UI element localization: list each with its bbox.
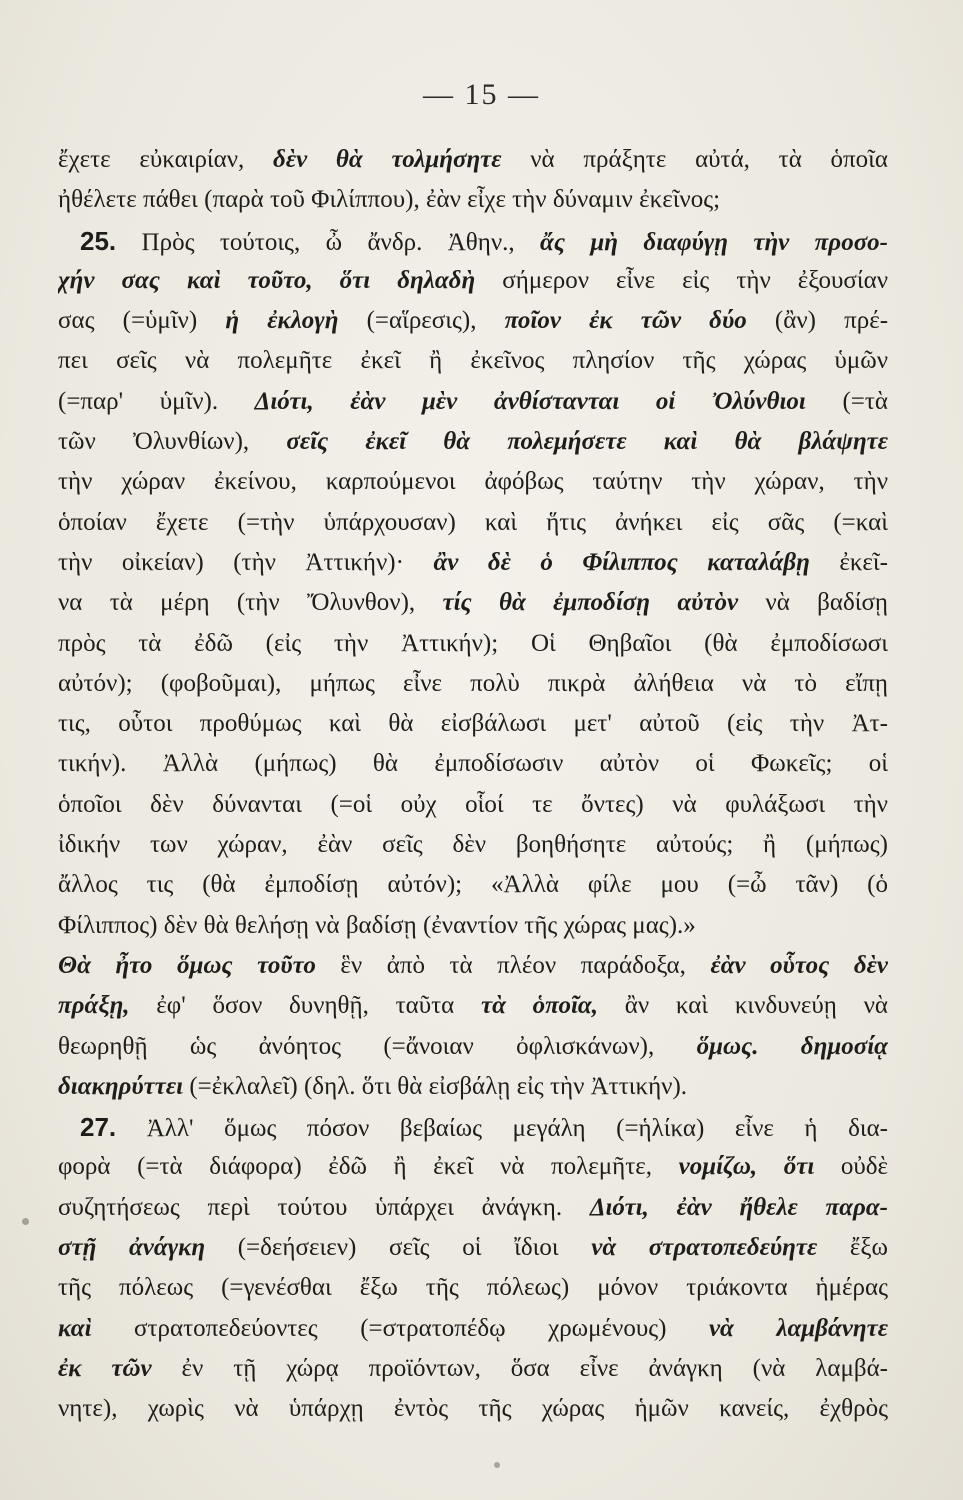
page-number: — 15 — [423,78,540,111]
text-span: τὴν οἰκείαν) (τὴν Ἀττικήν)· [58,548,434,576]
text-span: ἐφ' ὅσον δυνηθῇ, ταῦτα [129,992,481,1020]
text-line [58,865,888,905]
text-span: ἠθέλετε πάθει (παρὰ τοῦ Φιλίππου), ἐὰν εἶχε τὴν δύναμιν ἐκεῖνος; [58,186,721,214]
text-span: ὁποίαν ἔχετε (=τὴν ὑπάρχουσαν) καὶ ἥτις ἀνήκει εἰς σᾶς (=καὶ [58,508,888,536]
text-span: (=αἵρεσις), [338,307,505,335]
emphasized-text: ἂν δὲ ὁ Φίλιππος καταλάβῃ [433,548,810,576]
text-line [58,1268,888,1308]
text-line [58,624,888,664]
text-span: (ἂν) πρέ- [746,307,888,335]
emphasized-text: ἐὰν οὗτος δὲν [710,951,888,979]
text-span: Πρὸς τούτοις, ὦ ἄνδρ. Ἀθην., [116,228,541,256]
text-line [58,422,888,462]
emphasized-text: τίς θὰ ἐμποδίσῃ αὐτὸν [442,589,739,617]
ink-smudge [22,1218,29,1225]
section-number: 25. [80,225,117,256]
text-span: να τὰ μέρη (τὴν Ὄλυνθον), [58,589,443,617]
emphasized-text: νομίζω, ὅτι [678,1153,815,1181]
emphasized-text: στῇ ἀνάγκη [58,1234,206,1262]
text-span: σήμερον εἶνε εἰς τὴν ἐξουσίαν [475,266,888,294]
emphasized-text: χήν σας καὶ τοῦτο, ὅτι δηλαδὴ [58,266,476,294]
text-line [58,1107,888,1147]
text-line [58,301,888,341]
emphasized-text: σεῖς ἐκεῖ θὰ πολεμήσετε καὶ θὰ βλάψητε [286,428,888,456]
text-span: αὐτόν); (φοβοῦμαι), μήπως εἶνε πολὺ πικρὰ ἀλήθεια νὰ τὸ εἴπῃ [58,669,888,697]
text-span: ἰδικήν των χώραν, ἐὰν σεῖς δὲν βοηθήσητε αὐτούς; ἢ (μήπως) [58,831,888,859]
text-line [58,1228,888,1268]
text-span: ἔξω [817,1234,888,1262]
text-span: ἔχετε εὐκαιρίαν, [58,146,274,173]
text-span: νητε), χωρὶς νὰ ὑπάρχῃ ἐντὸς τῆς χώρας ἡμῶν κανείς, ἐχθρὸς [58,1395,888,1423]
text-span: ἐκεῖ- [809,548,888,576]
text-span: τικήν). Ἀλλὰ (μήπως) θὰ ἐμποδίσωσιν αὐτὸν οἱ Φωκεῖς; οἱ [58,750,888,778]
text-line [58,1188,888,1228]
text-span: νὰ πράξητε αὐτά, τὰ ὁποῖα [501,146,888,173]
emphasized-text: δὲν θὰ τολμήσητε [273,146,502,173]
text-line [58,382,888,422]
emphasized-text: Διότι, ἐὰν μὲν ἀνθίστανται οἱ Ὀλύνθιοι [254,387,806,415]
text-span: τῶν Ὀλυνθίων), [58,428,287,456]
body-text [58,140,888,1430]
text-span: σας (=ὑμῖν) [58,307,226,335]
text-line [58,986,888,1026]
text-line [58,221,888,261]
text-span: τὴν χώραν ἐκείνου, καρπούμενοι ἀφόβως ταύτην τὴν χώραν, τὴν [58,468,888,496]
text-line [58,261,888,301]
text-line [58,946,888,986]
text-span: ἂν καὶ κινδυνεύῃ νὰ [598,992,888,1020]
emphasized-text: Διότι, ἐὰν ἤθελε παρα- [589,1193,888,1221]
text-line [58,664,888,704]
text-span: (=ἐκλαλεῖ) (δηλ. ὅτι θὰ εἰσβάλῃ εἰς τὴν Ἀττικήν). [183,1072,688,1100]
emphasized-text: νὰ στρατοπεδεύητε [591,1234,818,1262]
emphasized-text: ἄς μὴ διαφύγῃ τὴν προσο- [540,228,888,256]
text-span: τῆς πόλεως (=γενέσθαι ἔξω τῆς πόλεως) μόνον τριάκοντα ἡμέρας [58,1274,888,1302]
text-line [58,180,888,220]
text-line [58,906,888,946]
emphasized-text: πράξῃ, [58,992,130,1020]
text-span: στρατοπεδεύοντες (=στρατοπέδῳ χρωμένους) [91,1314,709,1342]
emphasized-text: διακηρύττει [58,1072,184,1100]
text-span: Ἀλλ' ὅμως πόσον βεβαίως μεγάλη (=ἡλίκα) εἶνε ἡ δια- [116,1115,888,1143]
text-span: θεωρηθῇ ὡς ἀνόητος (=ἄνοιαν ὀφλισκάνων), [58,1032,697,1060]
emphasized-text: Θὰ ἦτο ὅμως τοῦτο [58,951,316,979]
text-span: ἓν ἀπὸ τὰ πλέον παράδοξα, [315,951,711,979]
text-span: πρὸς τὰ ἐδῶ (εἰς τὴν Ἀττικήν); Οἱ Θηβαῖοι (θὰ ἐμποδίσωσι [58,629,888,657]
text-line [58,1349,888,1389]
section-number: 27. [80,1112,117,1143]
text-span: (=τὰ [805,387,888,415]
text-span: συζητήσεως περὶ τούτου ὑπάρχει ἀνάγκη. [58,1193,590,1221]
text-span: νὰ βαδίσῃ [738,589,888,617]
ink-smudge [494,1462,500,1468]
text-line [58,1027,888,1067]
text-line [58,1389,888,1429]
text-line [58,744,888,784]
text-line [58,341,888,381]
text-line [58,140,888,180]
text-span: (=παρ' ὑμῖν). [58,387,255,415]
text-span: οὐδὲ [814,1153,888,1181]
emphasized-text: τὰ ὁποῖα, [481,992,598,1020]
emphasized-text: ὅμως. δημοσίᾳ [696,1032,888,1060]
text-line [58,503,888,543]
text-line [58,704,888,744]
emphasized-text: ἡ ἐκλογὴ [225,307,339,335]
emphasized-text: νὰ λαμβάνητε [708,1314,888,1342]
text-line [58,462,888,502]
text-line [58,1067,888,1107]
emphasized-text: καὶ [58,1314,92,1342]
text-span: πει σεῖς νὰ πολεμῆτε ἐκεῖ ἢ ἐκεῖνος πλησίον τῆς χώρας ὑμῶν [58,347,888,375]
text-span: ἐν τῇ χώρᾳ προϊόντων, ὅσα εἶνε ἀνάγκη (νὰ λαμβά- [151,1354,888,1382]
text-line [58,1147,888,1187]
text-span: ὁποῖοι δὲν δύνανται (=οἱ οὐχ οἷοί τε ὄντες) νὰ φυλάξωσι τὴν [58,790,888,818]
text-line [58,1309,888,1349]
text-span: ἄλλος τις (θὰ ἐμποδίσῃ αὐτόν); «Ἀλλὰ φίλε μου (=ὦ τᾶν) (ὁ [58,871,888,899]
text-span: τις, οὗτοι προθύμως καὶ θὰ εἰσβάλωσι μετ' αὐτοῦ (εἰς τὴν Ἀτ- [58,710,888,738]
text-span: φορὰ (=τὰ διάφορα) ἐδῶ ἢ ἐκεῖ νὰ πολεμῆτε, [58,1153,679,1181]
text-line [58,825,888,865]
emphasized-text: ποῖον ἐκ τῶν δύο [504,307,747,335]
emphasized-text: ἐκ τῶν [58,1354,152,1382]
text-line [58,785,888,825]
text-span: (=δεήσειεν) σεῖς οἱ ἴδιοι [205,1234,592,1262]
text-span: Φίλιππος) δὲν θὰ θελήσῃ νὰ βαδίσῃ (ἐναντίον τῆς χώρας μας).» [58,911,696,939]
text-line [58,583,888,623]
text-line [58,543,888,583]
